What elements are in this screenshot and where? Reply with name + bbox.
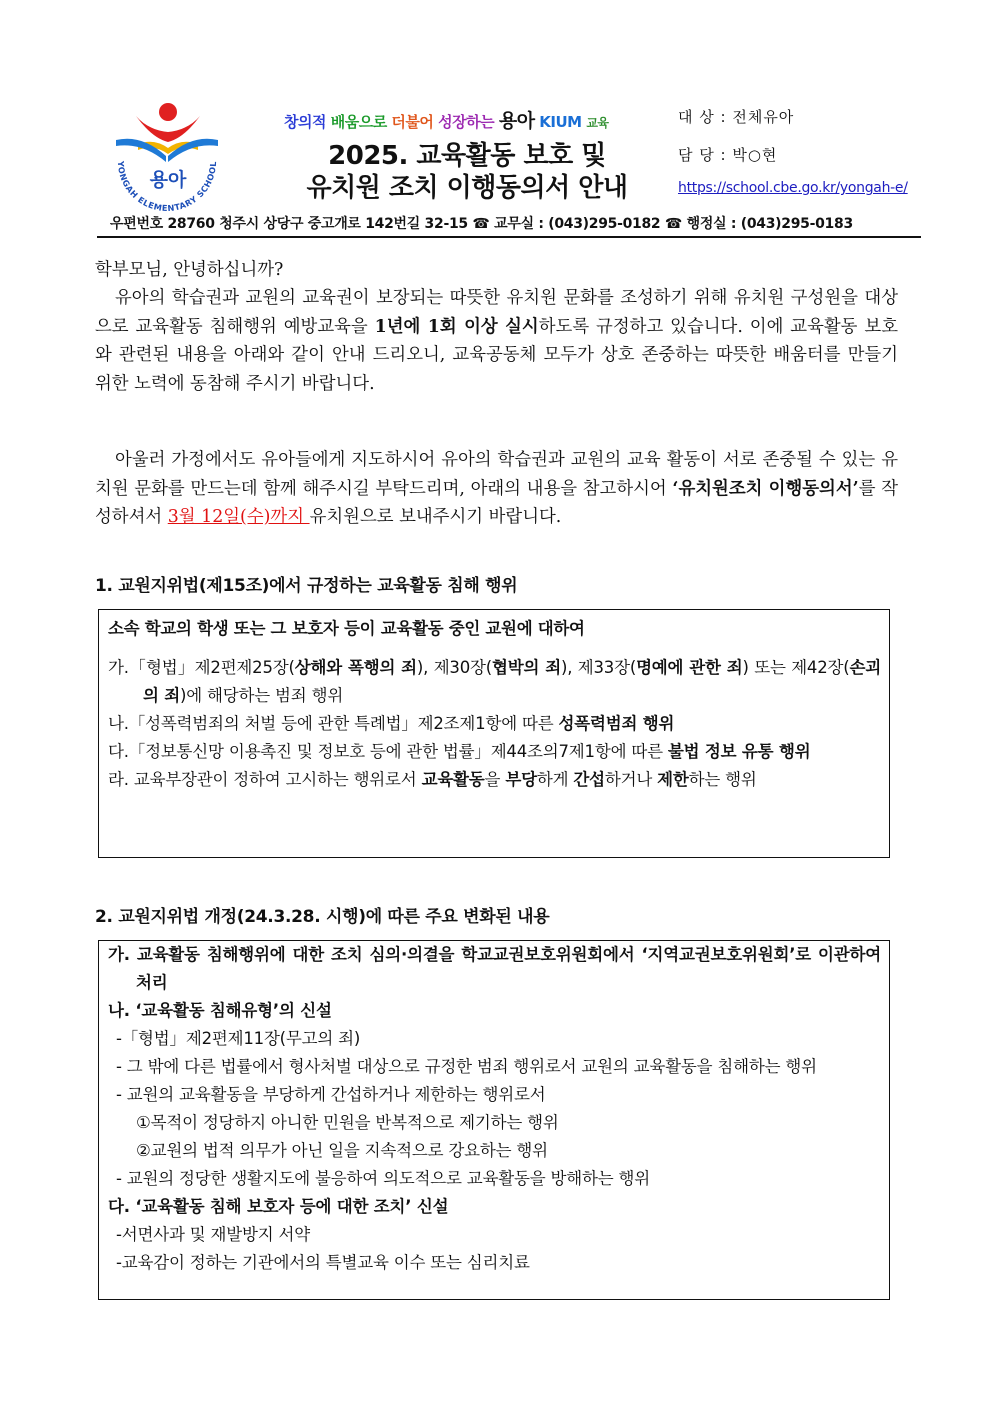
list-item: 다.「정보통신망 이용촉진 및 정보호 등에 관한 법률」제44조의7제1항에 따른 불법 정보 유통 행위 [108, 742, 811, 761]
logo-text: 용아 [149, 169, 187, 191]
school-address: 우편번호 28760 청주시 상당구 중고개로 142번길 32-15 ☎ 교무실 : (043)295-0182 ☎ 행정실 : (043)295-0183 [110, 216, 853, 232]
section-1-heading: 1. 교원지위법(제15조)에서 규정하는 교육활동 침해 행위 [95, 576, 518, 596]
school-logo [108, 100, 226, 216]
header-divider [97, 236, 921, 238]
list-item: 다. ‘교육활동 침해 보호자 등에 대한 조치’ 신설 [108, 1197, 449, 1216]
list-item: 라. 교육부장관이 정하여 고시하는 행위로서 교육활동을 부당하게 간섭하거나 제한하는 행위 [108, 770, 757, 789]
list-item: - 그 밖에 다른 법률에서 형사처벌 대상으로 규정한 범죄 행위로서 교원의 교육활동을 침해하는 행위 [116, 1057, 817, 1076]
list-item: ①목적이 정당하지 아니한 민원을 반복적으로 제기하는 행위 [136, 1113, 559, 1132]
section-1-box [98, 609, 890, 858]
section-1-box-heading: 소속 학교의 학생 또는 그 보호자 등이 교육활동 중인 교원에 대하여 [108, 619, 585, 638]
list-item: 가. 교육활동 침해행위에 대한 조치 심의·의결을 학교교권보호위원회에서 ‘지역교권보호위원회’로 이관하여 처리 [108, 945, 881, 992]
list-item: - 교원의 교육활동을 부당하게 간섭하거나 제한하는 행위로서 [116, 1085, 546, 1104]
list-item: 나. ‘교육활동 침해유형’의 신설 [108, 1001, 332, 1020]
deadline-text: 3월 12일(수)까지 [167, 507, 310, 527]
list-item: -서면사과 및 재발방지 서약 [116, 1225, 311, 1244]
list-item: -「형법」제2편제11장(무고의 죄) [116, 1029, 361, 1048]
intro-paragraph-2: 아울러 가정에서도 유아들에게 지도하시어 유아의 학습권과 교원의 교육 활동이 서로 존중될 수 있는 유치원 문화를 만드는데 함께 해주시길 부탁드리며, 아래의 내용을 참고하시어 ‘유치원조치 이행동의서’를 작성하셔서 3월 12일(수)까지 유치원으로 보내주시기 바랍니다. [95, 450, 898, 527]
slogan: 창의적 배움으로 더불어 성장하는 용아 KIUM 교육 [284, 110, 609, 132]
list-item: 나.「성폭력범죄의 처벌 등에 관한 특례법」제2조제1항에 따른 성폭력범죄 행위 [108, 714, 675, 733]
person-in-charge: 담 당 : 박○현 [678, 146, 778, 164]
list-item: 가.「형법」제2편제25장(상해와 폭행의 죄), 제30장(협박의 죄), 제33장(명예에 관한 죄) 또는 제42장(손괴의 죄)에 해당하는 범죄 행위 [108, 658, 881, 705]
logo-ring-text: YONGAH ELEMENTARY SCHOOL [115, 160, 219, 214]
page-title [282, 140, 652, 204]
list-item: - 교원의 정당한 생활지도에 불응하여 의도적으로 교육활동을 방해하는 행위 [116, 1169, 651, 1188]
title-line-1: 2025. 교육활동 보호 및 [328, 141, 606, 171]
target-audience: 대 상 : 전체유아 [678, 108, 795, 126]
section-2-heading: 2. 교원지위법 개정(24.3.28. 시행)에 따른 주요 변화된 내용 [95, 907, 550, 927]
section-2-box [98, 940, 890, 1300]
intro-paragraph-1: 유아의 학습권과 교원의 교육권이 보장되는 따뜻한 유치원 문화를 조성하기 위해 유치원 구성원을 대상으로 교육활동 침해행위 예방교육을 1년에 1회 이상 실시하도록 규정하고 있습니다. 이에 교육활동 보호와 관련된 내용을 아래와 같이 안내 드리오니, 교육공동체 모두가 상호 존중하는 따뜻한 배움터를 만들기 위한 노력에 동참해 주시기 바랍니다. [95, 288, 898, 394]
list-item: ②교원의 법적 의무가 아닌 일을 지속적으로 강요하는 행위 [136, 1141, 548, 1160]
title-line-2: 유치원 조치 이행동의서 안내 [306, 173, 628, 203]
school-url-link[interactable]: https://school.cbe.go.kr/yongah-e/ [678, 180, 908, 196]
greeting: 학부모님, 안녕하십니까? [95, 260, 284, 280]
list-item: -교육감이 정하는 기관에서의 특별교육 이수 또는 심리치료 [116, 1253, 530, 1272]
